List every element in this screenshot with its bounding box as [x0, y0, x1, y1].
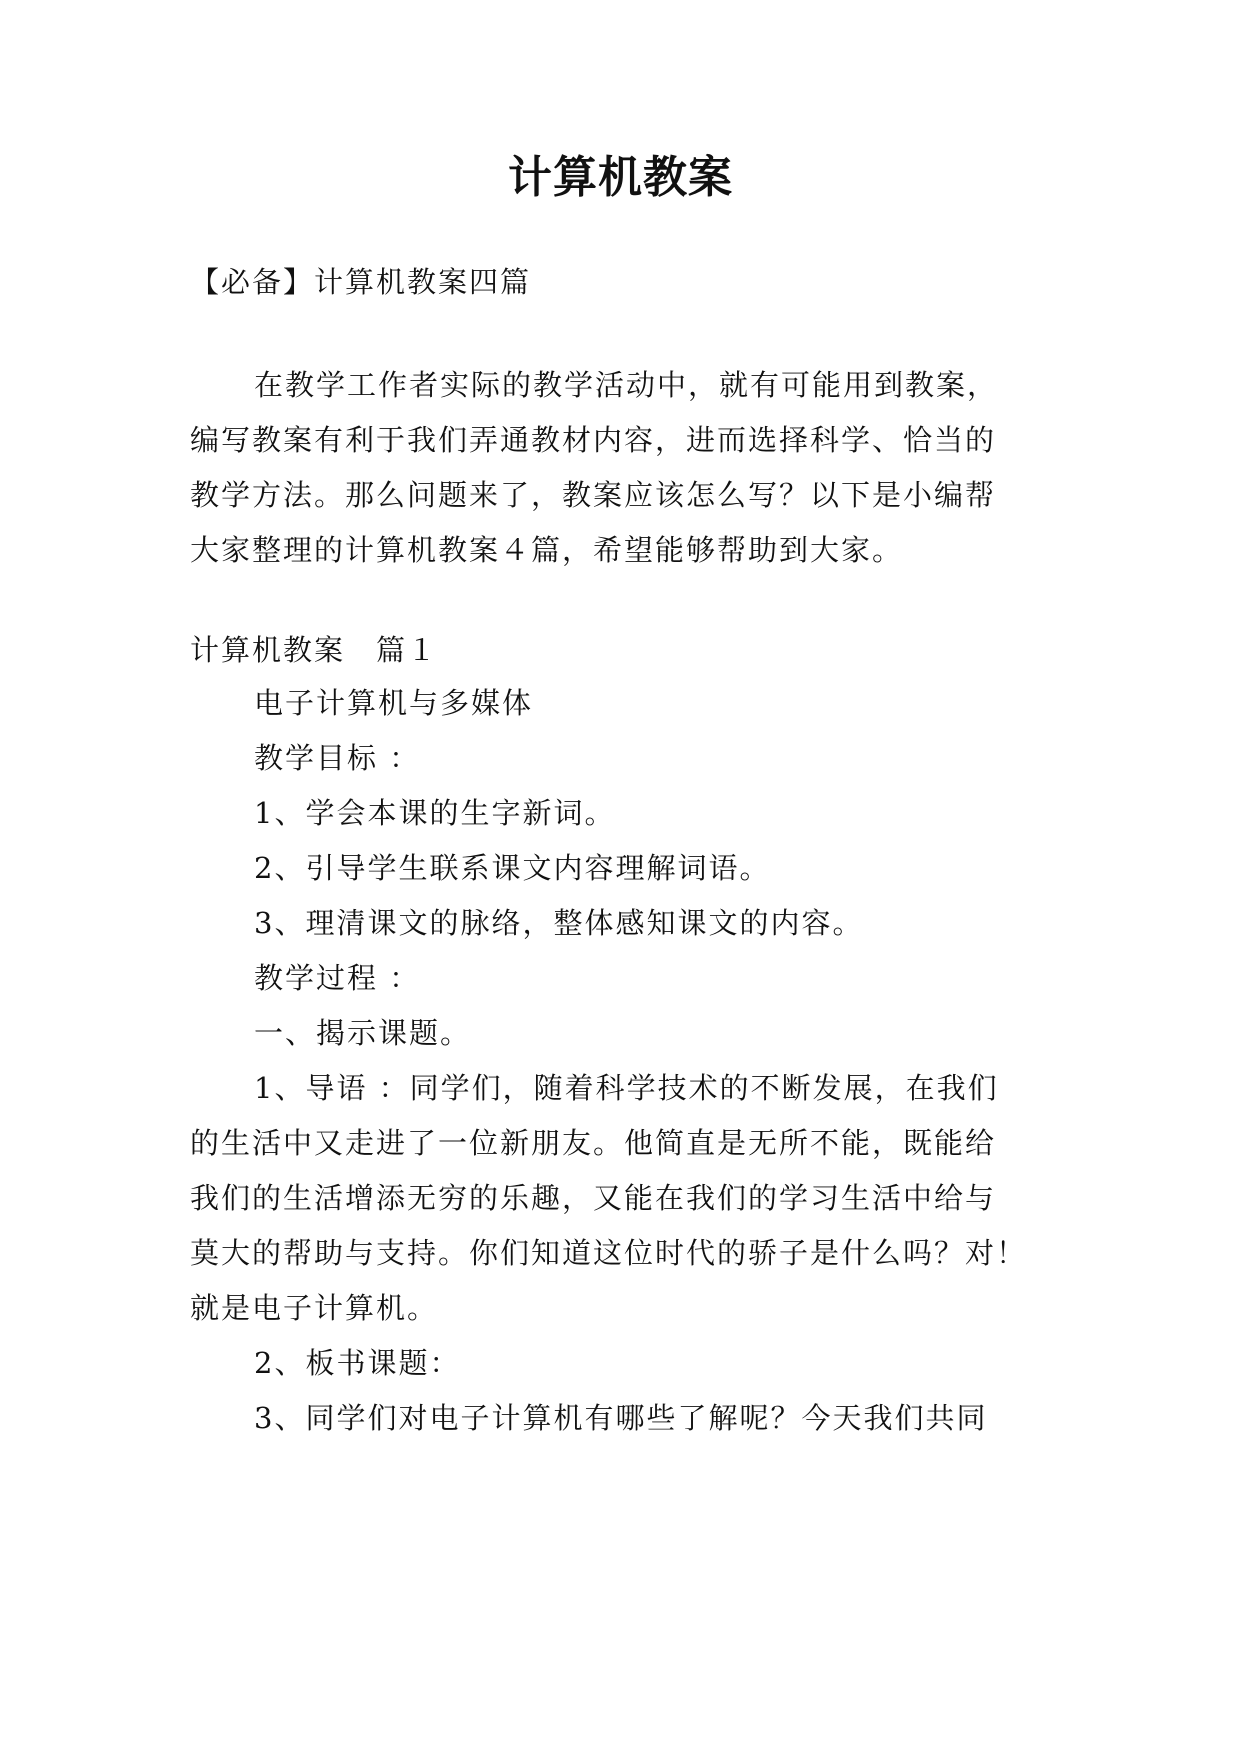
step-paragraph-line: 的生活中又走进了一位新朋友。他简直是无所不能，既能给 [190, 1126, 997, 1160]
goals-label: 教学目标 ： [254, 741, 421, 775]
intro-line: 在教学工作者实际的教学活动中，就有可能用到教案， [254, 368, 999, 402]
section-heading: 计算机教案 篇１ [190, 633, 439, 667]
lesson-title: 电子计算机与多媒体 [254, 686, 534, 720]
step-paragraph-line: 我们的生活增添无穷的乐趣，又能在我们的学习生活中给与 [190, 1181, 997, 1215]
goal-item: 3、理清课文的脉络，整体感知课文的内容。 [254, 906, 864, 940]
intro-line: 教学方法。那么问题来了，教案应该怎么写？以下是小编帮 [190, 478, 997, 512]
list-item: 3、同学们对电子计算机有哪些了解呢？今天我们共同 [254, 1401, 988, 1435]
document-subtitle: 【必备】计算机教案四篇 [190, 265, 532, 299]
step-paragraph-line: 莫大的帮助与支持。你们知道这位时代的骄子是什么吗？对！ [190, 1236, 1028, 1270]
step-heading: 一、揭示课题。 [254, 1016, 472, 1050]
process-label: 教学过程 ： [254, 961, 421, 995]
goal-item: 1、学会本课的生字新词。 [254, 796, 616, 830]
step-paragraph-line: 就是电子计算机。 [190, 1291, 439, 1325]
intro-line: 大家整理的计算机教案４篇，希望能够帮助到大家。 [190, 533, 904, 567]
goal-item: 2、引导学生联系课文内容理解词语。 [254, 851, 771, 885]
document-title: 计算机教案 [508, 152, 733, 203]
step-paragraph-line: 1、导语 ：同学们，随着科学技术的不断发展，在我们 [254, 1071, 999, 1105]
intro-line: 编写教案有利于我们弄通教材内容，进而选择科学、恰当的 [190, 423, 997, 457]
list-item: 2、板书课题： [254, 1346, 461, 1380]
